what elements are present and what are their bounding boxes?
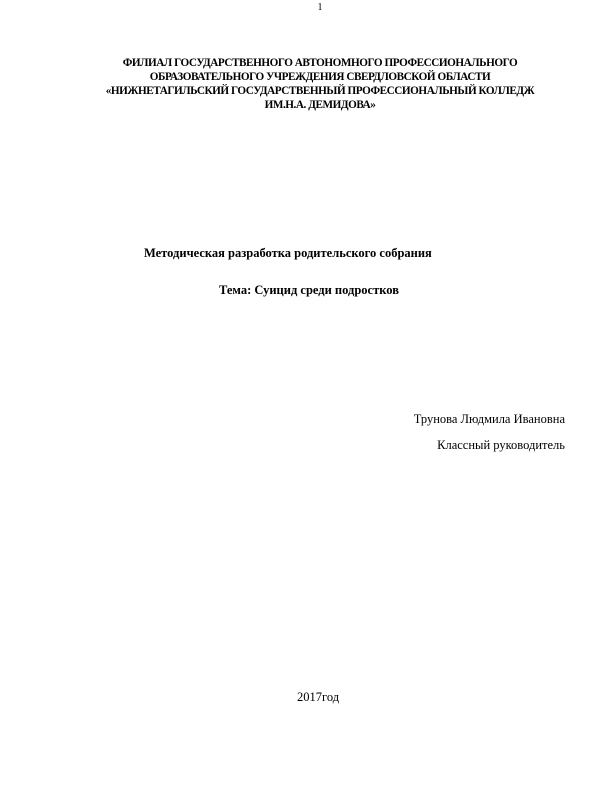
document-topic: Тема: Суицид среди подростков	[219, 283, 399, 297]
author-name: Трунова Людмила Ивановна	[413, 412, 565, 426]
institution-line: ОБРАЗОВАТЕЛЬНОГО УЧРЕЖДЕНИЯ СВЕРДЛОВСКОЙ ОБЛАСТИ	[149, 71, 491, 83]
document-year: 2017год	[297, 690, 340, 704]
institution-line: ИМ.Н.А. ДЕМИДОВА»	[264, 99, 376, 111]
institution-header	[70, 56, 570, 112]
institution-line: ФИЛИАЛ ГОСУДАРСТВЕННОГО АВТОНОМНОГО ПРОФЕССИОНАЛЬНОГО	[122, 57, 518, 69]
author-role: Классный руководитель	[437, 438, 565, 452]
institution-line: «НИЖНЕТАГИЛЬСКИЙ ГОСУДАРСТВЕННЫЙ ПРОФЕССИОНАЛЬНЫЙ КОЛЛЕДЖ	[105, 85, 535, 97]
document-title: Методическая разработка родительского собрания	[144, 246, 432, 260]
page-number: 1	[317, 2, 323, 13]
